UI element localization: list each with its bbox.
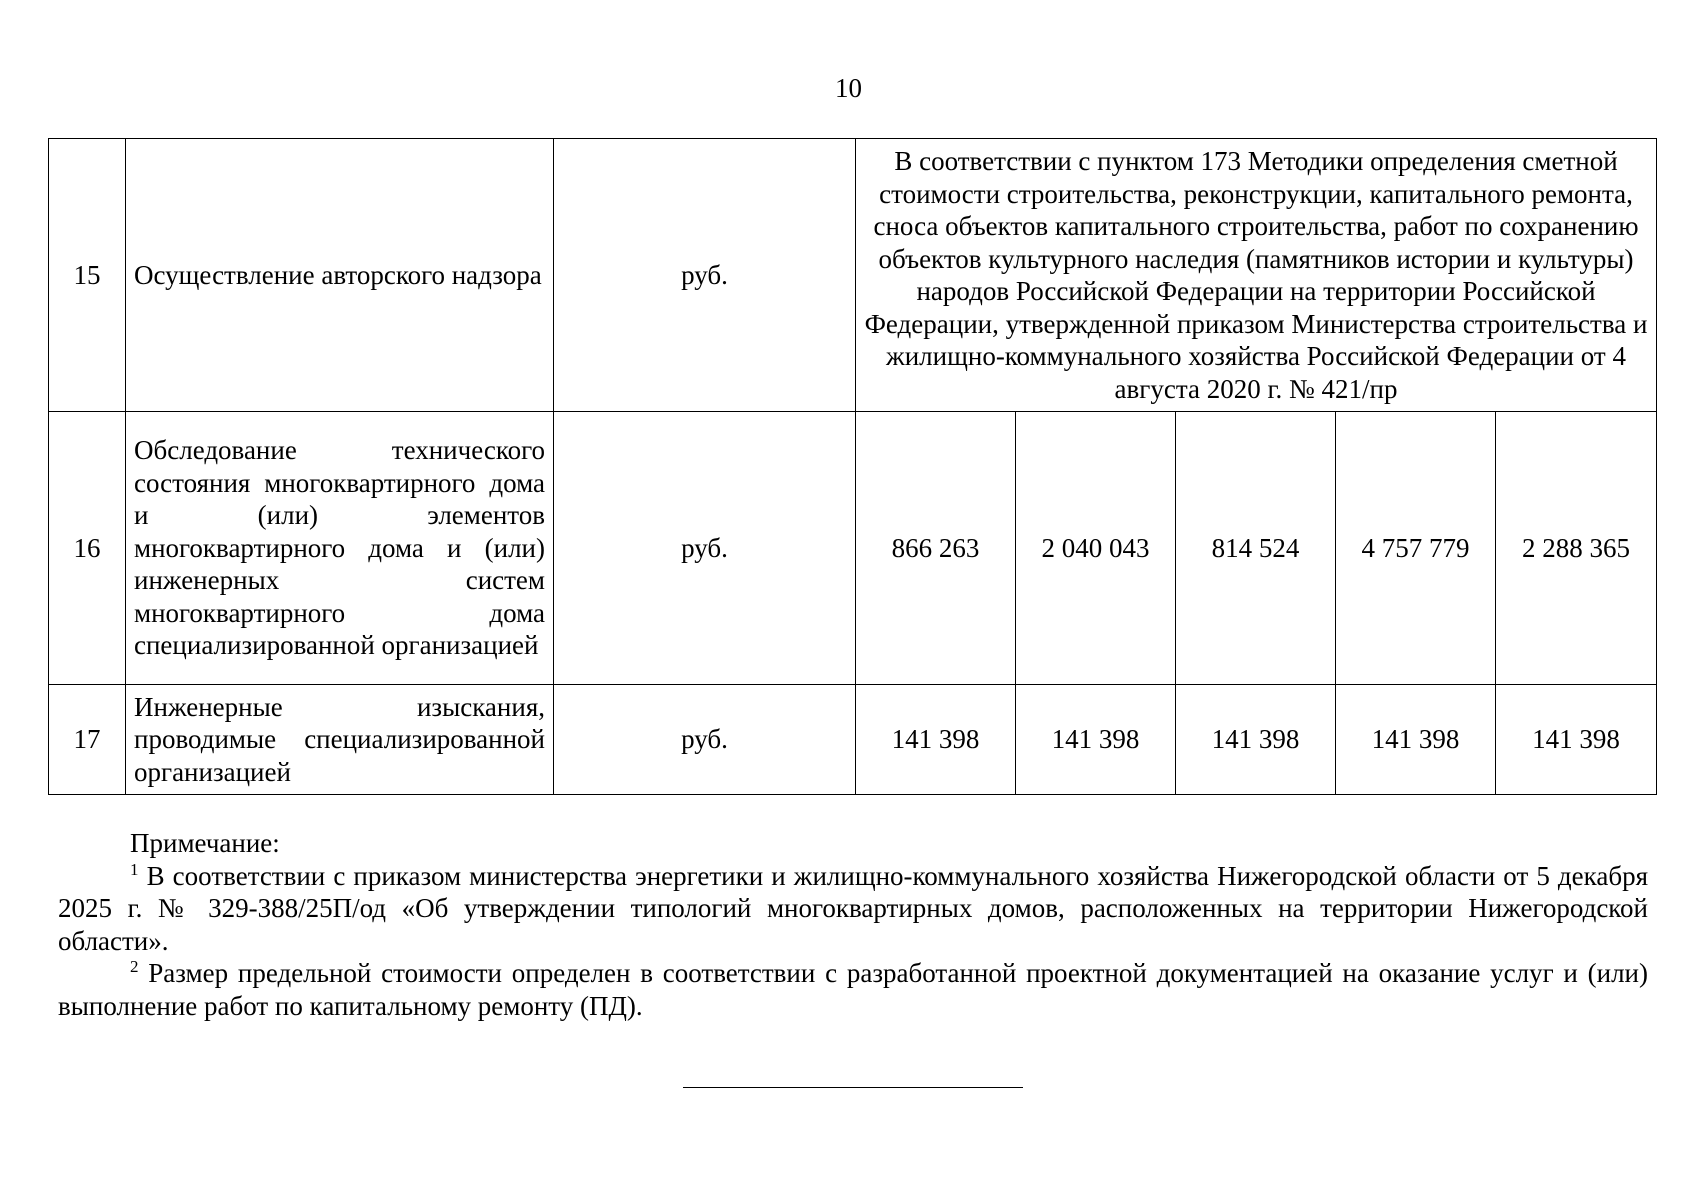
value-cell: 2 288 365 <box>1496 412 1657 685</box>
value-cell: 141 398 <box>1176 685 1336 795</box>
table-row <box>49 139 1657 412</box>
value-cell: 141 398 <box>1016 685 1176 795</box>
method-reference: В соответствии с пунктом 173 Методики определения сметной стоимости строительства, реконструкции, капитального ремонта, сноса объектов капитального строительства, работ по сохранению объектов культурного наследия (памятников истории и культуры) народов Российской Федерации на территории Российской Федерации, утвержденной приказом Министерства строительства и жилищно-коммунального хозяйства Российской Федерации от 4 августа 2020 г. № 421/пр <box>856 139 1657 412</box>
row-number: 15 <box>49 139 126 412</box>
value-cell: 141 398 <box>1336 685 1496 795</box>
value-cell: 2 040 043 <box>1016 412 1176 685</box>
work-name: Осуществление авторского надзора <box>126 139 554 412</box>
value-cell: 141 398 <box>856 685 1016 795</box>
footnote-text: В соответствии с приказом министерства энергетики и жилищно-коммунального хозяйства Нижегородской области от 5 декабря 2025 г. № 329-388/25П/од «Об утверждении типологий многоквартирных домов, расположенных на территории Нижегородской области». <box>58 860 1648 956</box>
work-name: Инженерные изыскания, проводимые специализированной организацией <box>126 685 554 795</box>
cost-table <box>48 138 1657 795</box>
work-name: Обследование технического состояния многоквартирного дома и (или) элементов многоквартирного дома и (или) инженерных систем многоквартирного дома специализированной организацией <box>126 412 554 685</box>
unit-cell: руб. <box>554 412 856 685</box>
footnote-marker: 1 <box>130 859 139 879</box>
footnote-text: Размер предельной стоимости определен в соответствии с разработанной проектной документацией на оказание услуг и (или) выполнение работ по капитальному ремонту (ПД). <box>58 958 1648 1021</box>
table-row <box>49 685 1657 795</box>
table-row <box>49 412 1657 685</box>
end-divider <box>683 1087 1023 1088</box>
notes-heading: Примечание: <box>130 828 280 858</box>
value-cell: 814 524 <box>1176 412 1336 685</box>
page-number: 10 <box>835 73 862 103</box>
notes-section <box>58 827 1648 1022</box>
unit-cell: руб. <box>554 685 856 795</box>
value-cell: 141 398 <box>1496 685 1657 795</box>
footnote-1 <box>58 860 1648 958</box>
row-number: 17 <box>49 685 126 795</box>
footnote-marker: 2 <box>130 957 139 976</box>
row-number: 16 <box>49 412 126 685</box>
value-cell: 866 263 <box>856 412 1016 685</box>
footnote-2 <box>58 957 1648 1022</box>
unit-cell: руб. <box>554 139 856 412</box>
value-cell: 4 757 779 <box>1336 412 1496 685</box>
